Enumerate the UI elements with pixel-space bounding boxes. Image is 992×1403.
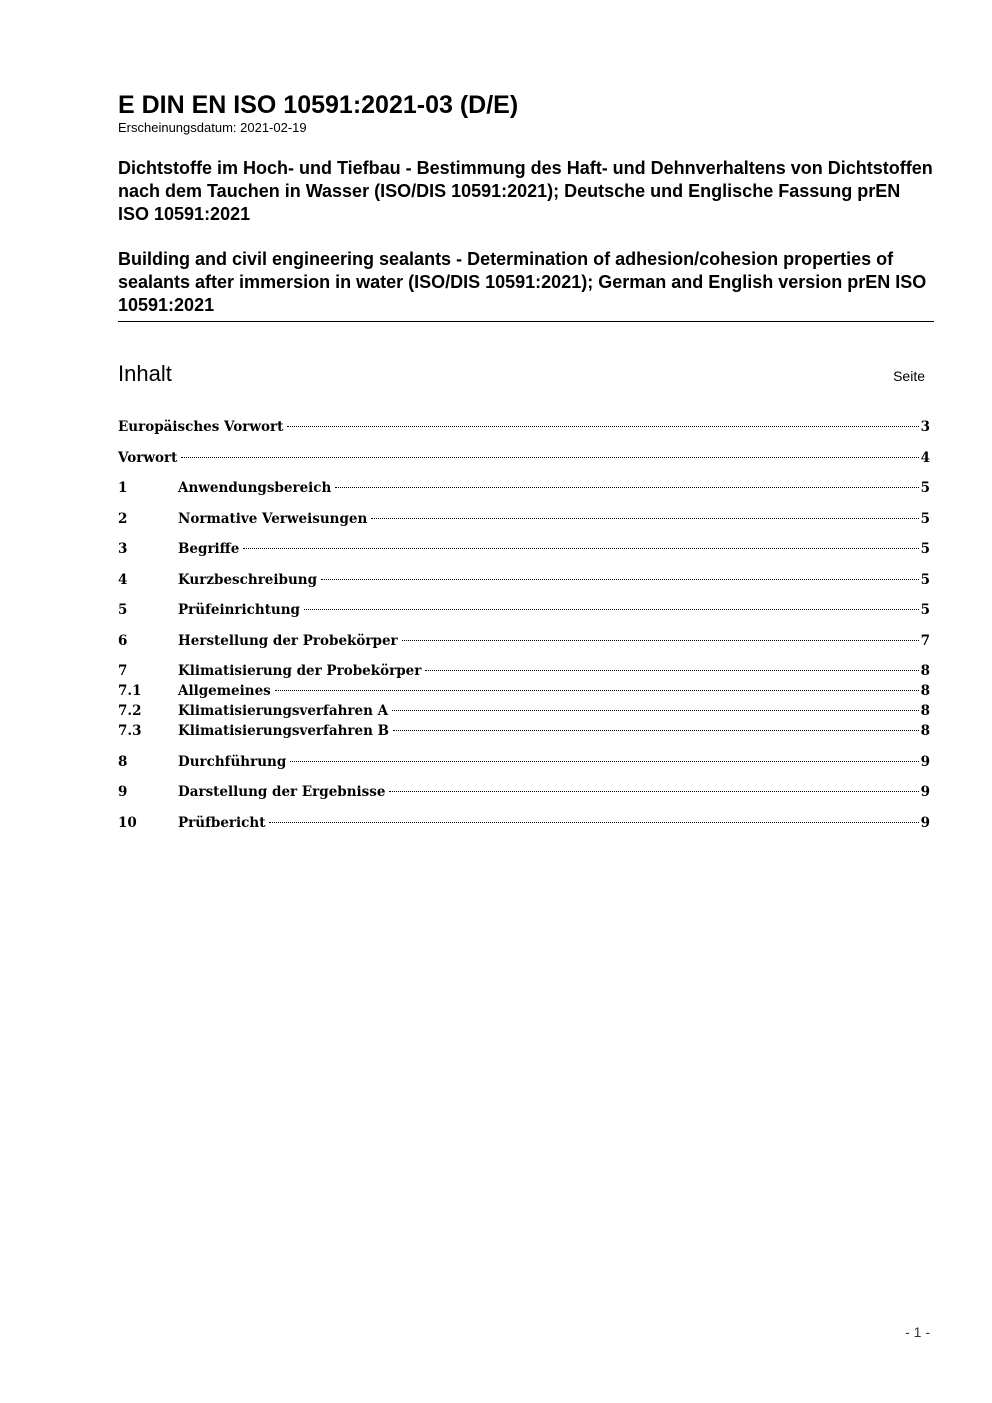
toc-entry-7-3[interactable] <box>118 721 930 741</box>
document-header <box>118 90 934 317</box>
toc-entry-foreword[interactable] <box>118 448 930 468</box>
toc-entry-title: Vorwort <box>118 449 178 466</box>
toc-leader-dots <box>321 579 919 580</box>
toc-entry-2[interactable] <box>118 509 930 529</box>
toc-leader-dots <box>243 548 918 549</box>
page-number: - 1 - <box>905 1324 930 1340</box>
toc-entry-title: Darstellung der Ergebnisse <box>178 784 386 800</box>
publication-date: Erscheinungsdatum: 2021-02-19 <box>118 120 307 135</box>
toc-entry-title: Anwendungsbereich <box>178 480 332 496</box>
toc-entry-7-2[interactable] <box>118 701 930 721</box>
toc-leader-dots <box>181 457 918 458</box>
toc-entry-5[interactable] <box>118 600 930 620</box>
toc-leader-dots <box>402 640 919 641</box>
toc-entry-title: Allgemeines <box>178 683 271 699</box>
toc-entry-page: 5 <box>920 541 930 557</box>
toc-leader-dots <box>389 791 918 792</box>
toc-entry-page: 8 <box>920 723 930 739</box>
toc-leader-dots <box>287 426 918 427</box>
toc-entry-number: 2 <box>118 510 128 527</box>
toc-entry-number: 1 <box>118 480 128 496</box>
toc-entry-title: Normative Verweisungen <box>178 510 368 527</box>
toc-entry-number: 8 <box>118 753 128 770</box>
table-of-contents <box>118 417 930 833</box>
toc-entry-6[interactable] <box>118 631 930 651</box>
toc-entry-9[interactable] <box>118 782 930 802</box>
toc-entry-title: Klimatisierung der Probekörper <box>178 663 422 679</box>
toc-leader-dots <box>371 518 918 519</box>
toc-entry-8[interactable] <box>118 752 930 772</box>
toc-entry-title: Europäisches Vorwort <box>118 419 284 435</box>
header-divider <box>118 321 934 322</box>
toc-entry-page: 3 <box>920 419 930 435</box>
toc-leader-dots <box>335 487 918 488</box>
toc-entry-number: 7.2 <box>118 703 142 719</box>
toc-entry-number: 10 <box>118 814 137 831</box>
toc-entry-number: 3 <box>118 541 128 557</box>
toc-entry-page: 9 <box>920 784 930 800</box>
toc-entry-page: 9 <box>920 814 930 831</box>
toc-entry-7[interactable] <box>118 661 930 681</box>
toc-entry-page: 5 <box>920 602 930 618</box>
toc-entry-number: 9 <box>118 784 128 800</box>
toc-entry-page: 8 <box>920 683 930 699</box>
toc-leader-dots <box>392 710 919 711</box>
toc-entry-number: 7 <box>118 663 128 679</box>
toc-entry-page: 5 <box>920 480 930 496</box>
toc-leader-dots <box>269 822 918 823</box>
toc-entry-page: 5 <box>920 510 930 527</box>
toc-entry-title: Herstellung der Probekörper <box>178 632 398 649</box>
toc-entry-title: Prüfbericht <box>178 814 266 831</box>
toc-leader-dots <box>393 730 919 731</box>
toc-entry-4[interactable] <box>118 570 930 590</box>
toc-entry-page: 8 <box>920 663 930 679</box>
toc-entry-number: 4 <box>118 571 128 588</box>
toc-entry-1[interactable] <box>118 478 930 498</box>
toc-leader-dots <box>275 690 919 691</box>
toc-entry-number: 6 <box>118 632 128 649</box>
toc-entry-3[interactable] <box>118 539 930 559</box>
toc-leader-dots <box>425 670 918 671</box>
toc-entry-7-1[interactable] <box>118 681 930 701</box>
toc-entry-page: 5 <box>920 571 930 588</box>
toc-entry-title: Klimatisierungsverfahren B <box>178 723 390 739</box>
toc-entry-page: 9 <box>920 753 930 770</box>
document-title: E DIN EN ISO 10591:2021-03 (D/E) <box>118 91 519 119</box>
toc-entry-number: 5 <box>118 602 128 618</box>
toc-entry-number: 7.3 <box>118 723 142 739</box>
toc-entry-page: 7 <box>920 632 930 649</box>
toc-entry-page: 8 <box>920 703 930 719</box>
title-german: Dichtstoffe im Hoch- und Tiefbau - Bestimmung des Haft- und Dehnverhaltens von Dichtstoffen nach dem Tauchen in Wasser (ISO/DIS 10591:2021); Deutsche und Englische Fassung prEN ISO 10591:2021 <box>118 158 933 224</box>
toc-entry-page: 4 <box>920 449 930 466</box>
toc-entry-european-foreword[interactable] <box>118 417 930 437</box>
toc-leader-dots <box>290 761 918 762</box>
toc-entry-number: 7.1 <box>118 683 142 699</box>
toc-entry-title: Prüfeinrichtung <box>178 602 301 618</box>
toc-entry-title: Begriffe <box>178 541 240 557</box>
toc-entry-title: Durchführung <box>178 753 287 770</box>
title-english: Building and civil engineering sealants - Determination of adhesion/cohesion properties of sealants after immersion in water (ISO/DIS 10591:2021); German and English version prEN ISO 10591:2021 <box>118 249 927 315</box>
toc-entry-title: Kurzbeschreibung <box>178 571 318 588</box>
toc-entry-10[interactable] <box>118 813 930 833</box>
toc-page-label: Seite <box>893 368 925 384</box>
toc-heading: Inhalt <box>118 361 172 386</box>
toc-leader-dots <box>304 609 919 610</box>
toc-entry-title: Klimatisierungsverfahren A <box>178 703 389 719</box>
